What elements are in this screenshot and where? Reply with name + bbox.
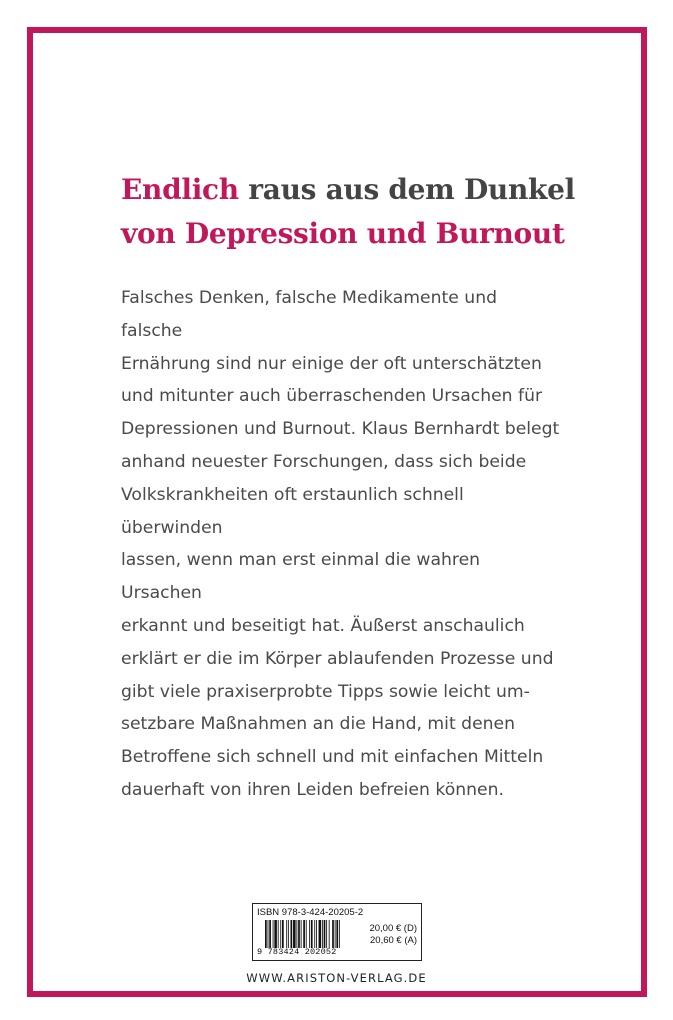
headline-accent: Endlich <box>121 173 239 206</box>
blurb-line: und mitunter auch überraschenden Ursachen für <box>121 386 543 407</box>
barcode-box <box>252 903 422 961</box>
blurb-line: erkannt und beseitigt hat. Äußerst anschaulich <box>121 615 525 636</box>
blurb-line: Ernährung sind nur einige der oft unterschätzten <box>121 353 542 374</box>
blurb-line: Volkskrankheiten oft erstaunlich schnell überwinden <box>121 484 464 538</box>
price-austria: 20,60 € (A) <box>370 935 417 946</box>
publisher-url: WWW.ARISTON-VERLAG.DE <box>246 971 427 985</box>
blurb-line: Betroffene sich schnell und mit einfachen Mitteln <box>121 747 544 768</box>
blurb-line: Depressionen und Burnout. Klaus Bernhardt belegt <box>121 419 560 440</box>
barcode-icon <box>265 920 365 948</box>
blurb-text <box>121 282 561 807</box>
price-germany: 20,00 € (D) <box>369 923 417 934</box>
blurb-line: erklärt er die im Körper ablaufenden Prozesse und <box>121 648 554 669</box>
headline-line2: von Depression und Burnout <box>121 217 565 250</box>
isbn-label: ISBN 978-3-424-20205-2 <box>257 907 364 918</box>
blurb-line: anhand neuester Forschungen, dass sich beide <box>121 451 527 472</box>
headline <box>121 168 621 256</box>
blurb-line: lassen, wenn man erst einmal die wahren Ursachen <box>121 550 481 604</box>
blurb-line: dauerhaft von ihren Leiden befreien können. <box>121 779 504 800</box>
blurb-line: gibt viele praxiserprobte Tipps sowie leicht um- <box>121 681 530 702</box>
barcode-digits: 9 783424 202052 <box>257 947 337 957</box>
blurb-line: setzbare Maßnahmen an die Hand, mit denen <box>121 714 516 735</box>
blurb-line: Falsches Denken, falsche Medikamente und falsche <box>121 288 497 341</box>
headline-line1-rest: raus aus dem Dunkel <box>238 173 575 206</box>
